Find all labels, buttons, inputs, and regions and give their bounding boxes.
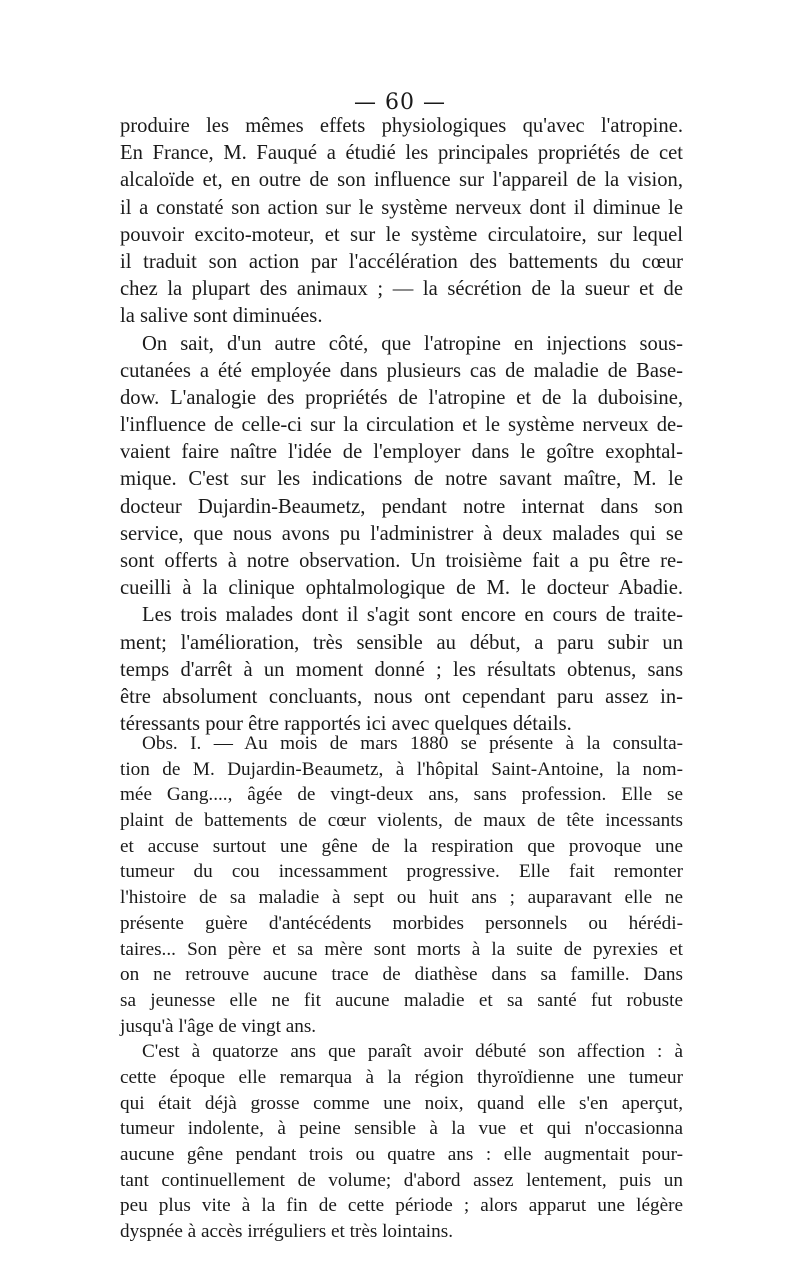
text-line: docteur Dujardin-Beaumetz, pendant notre internat dans son [120, 495, 683, 518]
text-line: on ne retrouve aucune trace de diathèse dans sa famille. Dans [120, 964, 683, 986]
text-line: mique. C'est sur les indications de notre savant maître, M. le [120, 468, 683, 491]
text-line: cutanées a été employée dans plusieurs cas de maladie de Base- [120, 359, 683, 382]
text-line: vaient faire naître l'idée de l'employer dans le goître exophtal- [120, 441, 683, 464]
text-line: Les trois malades dont il s'agit sont encore en cours de traite- [142, 604, 683, 627]
text-line: jusqu'à l'âge de vingt ans. [120, 1015, 317, 1037]
text-line: tion de M. Dujardin-Beaumetz, à l'hôpital Saint-Antoine, la nom- [120, 758, 683, 780]
text-line: la salive sont diminuées. [120, 305, 323, 328]
text-line: produire les mêmes effets physiologiques qu'avec l'atropine. [120, 115, 683, 137]
page-number: — 60 — [354, 90, 446, 115]
text-line: ment; l'amélioration, très sensible au début, a paru subir un [120, 631, 683, 654]
text-line: plaint de battements de cœur violents, de maux de tête incessants [120, 810, 683, 832]
text-line: On sait, d'un autre côté, que l'atropine en injections sous- [142, 332, 683, 355]
text-line: être absolument concluants, nous ont cependant paru assez in- [120, 685, 683, 708]
text-line: dow. L'analogie des propriétés de l'atropine et de la duboisine, [120, 386, 683, 409]
text-line: sa jeunesse elle ne fit aucune maladie et sa santé fut robuste [120, 989, 683, 1011]
text-line: l'histoire de sa maladie à sept ou huit ans ; auparavant elle ne [120, 887, 683, 909]
text-line: temps d'arrêt à un moment donné ; les résultats obtenus, sans [120, 658, 683, 681]
text-line: présente guère d'antécédents morbides personnels ou hérédi- [120, 912, 683, 934]
text-line: chez la plupart des animaux ; — la sécrétion de la sueur et de [120, 278, 683, 301]
text-line: qui était déjà grosse comme une noix, quand elle s'en aperçut, [120, 1092, 683, 1114]
text-line: alcaloïde et, en outre de son influence sur l'appareil de la vision, [120, 169, 683, 192]
text-line: tumeur indolente, à peine sensible à la vue et qui n'occasionna [120, 1118, 683, 1140]
text-line: il a constaté son action sur le système nerveux dont il diminue le [120, 196, 683, 219]
text-line: tant continuellement de volume; d'abord assez lentement, puis un [120, 1169, 683, 1191]
text-line: Obs. I. — Au mois de mars 1880 se présente à la consulta- [142, 733, 683, 754]
text-line: peu plus vite à la fin de cette période ; alors apparut une légère [120, 1195, 683, 1217]
text-line: sont offerts à notre observation. Un troisième fait a pu être re- [120, 550, 683, 572]
text-line: cueilli à la clinique ophtalmologique de M. le docteur Abadie. [120, 577, 683, 600]
text-line: cette époque elle remarqua à la région thyroïdienne une tumeur [120, 1066, 683, 1088]
paragraph-observation-1 [120, 731, 683, 1039]
text-line: C'est à quatorze ans que paraît avoir débuté son affection : à [142, 1041, 683, 1063]
text-line: l'influence de celle-ci sur la circulation et le système nerveux de- [120, 414, 683, 437]
intro-section [120, 113, 683, 738]
paragraph-observation-2 [120, 1039, 683, 1245]
text-line: mée Gang...., âgée de vingt-deux ans, sans profession. Elle se [120, 784, 683, 806]
text-line: tumeur du cou incessamment progressive. Elle fait remonter [120, 861, 683, 883]
text-line: pouvoir excito-moteur, et sur le système circulatoire, sur lequel [120, 223, 683, 246]
paragraph-intro-2 [120, 331, 683, 603]
text-line: taires... Son père et sa mère sont morts à la suite de pyrexies et [120, 938, 683, 960]
text-line: service, que nous avons pu l'administrer à deux malades qui se [120, 522, 683, 545]
paragraph-intro-3 [120, 602, 683, 738]
text-line: et accuse surtout une gêne de la respiration que provoque une [120, 835, 683, 857]
text-line: il traduit son action par l'accélération des battements du cœur [120, 250, 683, 273]
text-line: En France, M. Fauqué a étudié les principales propriétés de cet [120, 142, 683, 165]
text-line: aucune gêne pendant trois ou quatre ans : elle augmentait pour- [120, 1144, 683, 1165]
text-line: téressants pour être rapportés ici avec quelques détails. [120, 713, 572, 736]
text-line: dyspnée à accès irréguliers et très lointains. [120, 1221, 453, 1243]
observation-section [120, 731, 683, 1245]
paragraph-intro-1 [120, 113, 683, 331]
